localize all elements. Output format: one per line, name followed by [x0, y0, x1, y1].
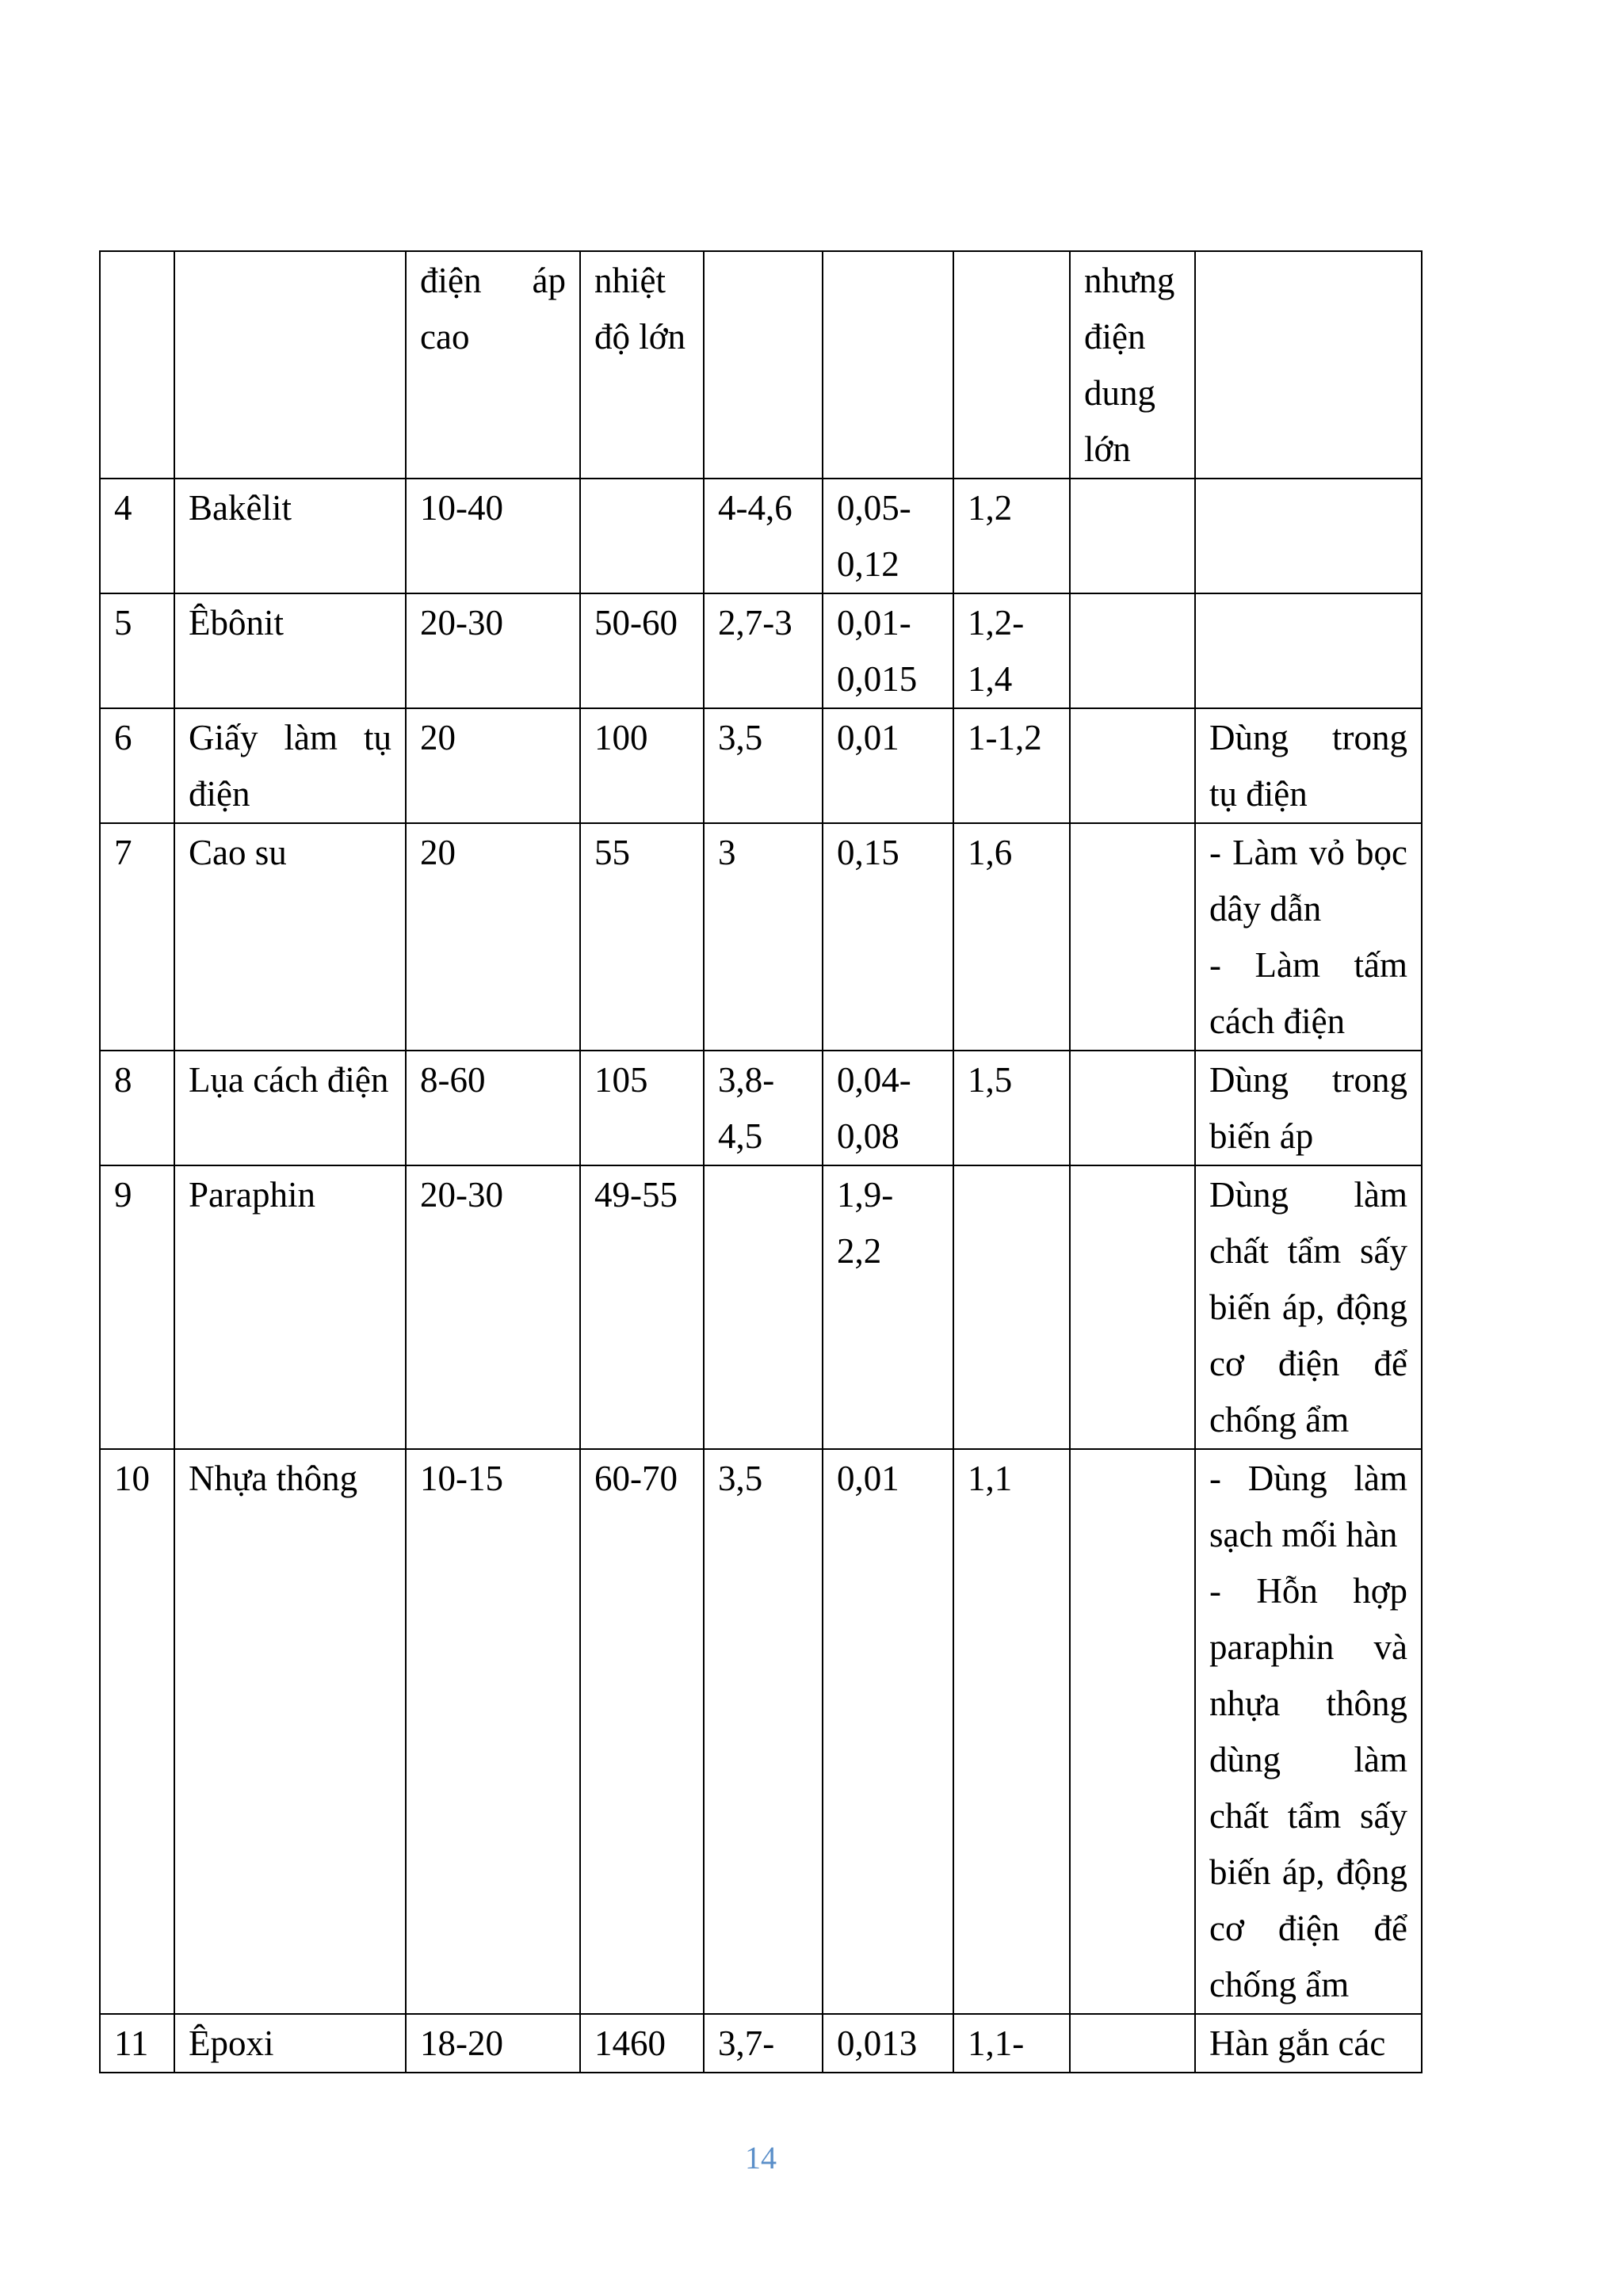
cell-voltage: 20-30 — [406, 593, 580, 708]
cell-permittivity: 3,5 — [704, 1449, 823, 2014]
cell-material: Êpoxi — [174, 2014, 406, 2073]
cell-voltage: 20 — [406, 823, 580, 1051]
cell-permittivity — [704, 251, 823, 479]
cell-material: Bakêlit — [174, 479, 406, 593]
cell-permittivity: 3,7- — [704, 2014, 823, 2073]
cell-density: 1,2- 1,4 — [953, 593, 1070, 708]
cell-permittivity: 3,5 — [704, 708, 823, 823]
cell-voltage: 20 — [406, 708, 580, 823]
table-row — [100, 708, 1422, 823]
cell-voltage: 8-60 — [406, 1051, 580, 1165]
cell-loss: 0,01 — [823, 708, 953, 823]
cell-usage: Dùng trong tụ điện — [1195, 708, 1422, 823]
material-table — [99, 250, 1423, 2073]
cell-usage: Dùng làm chất tẩm sấy biến áp, động cơ điện để chống ẩm — [1195, 1165, 1422, 1449]
table-row — [100, 2014, 1422, 2073]
table-row — [100, 1449, 1422, 2014]
cell-density: 1,5 — [953, 1051, 1070, 1165]
cell-material: Paraphin — [174, 1165, 406, 1449]
cell-temperature: 60-70 — [580, 1449, 704, 2014]
cell-voltage: điện áp cao — [406, 251, 580, 479]
cell-temperature: 50-60 — [580, 593, 704, 708]
cell-no: 11 — [100, 2014, 174, 2073]
cell-density: 1-1,2 — [953, 708, 1070, 823]
table-row — [100, 479, 1422, 593]
cell-col8 — [1070, 708, 1195, 823]
cell-usage: - Làm vỏ bọc dây dẫn - Làm tấm cách điện — [1195, 823, 1422, 1051]
cell-density: 1,6 — [953, 823, 1070, 1051]
cell-temperature: 1460 — [580, 2014, 704, 2073]
cell-loss: 0,013 — [823, 2014, 953, 2073]
cell-col8 — [1070, 2014, 1195, 2073]
cell-col8 — [1070, 1165, 1195, 1449]
cell-col8 — [1070, 479, 1195, 593]
cell-col8: nhưng điện dung lớn — [1070, 251, 1195, 479]
cell-density: 1,1 — [953, 1449, 1070, 2014]
cell-no: 10 — [100, 1449, 174, 2014]
cell-permittivity: 3 — [704, 823, 823, 1051]
cell-permittivity: 3,8- 4,5 — [704, 1051, 823, 1165]
table-row — [100, 1051, 1422, 1165]
cell-usage: - Dùng làm sạch mối hàn - Hỗn hợp paraphin và nhựa thông dùng làm chất tẩm sấy biến áp, động cơ điện để chống ẩm — [1195, 1449, 1422, 2014]
table-row — [100, 1165, 1422, 1449]
table-row — [100, 823, 1422, 1051]
cell-voltage: 10-40 — [406, 479, 580, 593]
cell-loss: 0,05- 0,12 — [823, 479, 953, 593]
cell-col8 — [1070, 593, 1195, 708]
cell-material: Nhựa thông — [174, 1449, 406, 2014]
cell-material: Lụa cách điện — [174, 1051, 406, 1165]
cell-no: 7 — [100, 823, 174, 1051]
table-body — [100, 251, 1422, 2073]
cell-temperature: 49-55 — [580, 1165, 704, 1449]
cell-usage: Dùng trong biến áp — [1195, 1051, 1422, 1165]
cell-permittivity — [704, 1165, 823, 1449]
cell-no: 4 — [100, 479, 174, 593]
cell-usage — [1195, 479, 1422, 593]
cell-no: 9 — [100, 1165, 174, 1449]
cell-voltage: 20-30 — [406, 1165, 580, 1449]
cell-loss: 0,01- 0,015 — [823, 593, 953, 708]
cell-density: 1,2 — [953, 479, 1070, 593]
cell-no: 5 — [100, 593, 174, 708]
cell-usage — [1195, 593, 1422, 708]
cell-temperature: 105 — [580, 1051, 704, 1165]
table-row — [100, 593, 1422, 708]
cell-temperature: 55 — [580, 823, 704, 1051]
cell-loss: 0,04- 0,08 — [823, 1051, 953, 1165]
cell-loss: 0,15 — [823, 823, 953, 1051]
cell-temperature: 100 — [580, 708, 704, 823]
cell-material: Êbônit — [174, 593, 406, 708]
cell-loss: 1,9- 2,2 — [823, 1165, 953, 1449]
cell-col8 — [1070, 823, 1195, 1051]
cell-voltage: 10-15 — [406, 1449, 580, 2014]
cell-no: 8 — [100, 1051, 174, 1165]
cell-col8 — [1070, 1051, 1195, 1165]
cell-col8 — [1070, 1449, 1195, 2014]
cell-material: Giấy làm tụ điện — [174, 708, 406, 823]
cell-density: 1,1- — [953, 2014, 1070, 2073]
cell-usage — [1195, 251, 1422, 479]
cell-no: 6 — [100, 708, 174, 823]
cell-usage: Hàn gắn các — [1195, 2014, 1422, 2073]
cell-density — [953, 251, 1070, 479]
cell-permittivity: 4-4,6 — [704, 479, 823, 593]
cell-temperature: nhiệt độ lớn — [580, 251, 704, 479]
cell-density — [953, 1165, 1070, 1449]
cell-no — [100, 251, 174, 479]
cell-material: Cao su — [174, 823, 406, 1051]
page-number: 14 — [745, 2140, 777, 2176]
cell-temperature — [580, 479, 704, 593]
cell-loss: 0,01 — [823, 1449, 953, 2014]
cell-material — [174, 251, 406, 479]
table-row — [100, 251, 1422, 479]
cell-permittivity: 2,7-3 — [704, 593, 823, 708]
cell-loss — [823, 251, 953, 479]
cell-voltage: 18-20 — [406, 2014, 580, 2073]
